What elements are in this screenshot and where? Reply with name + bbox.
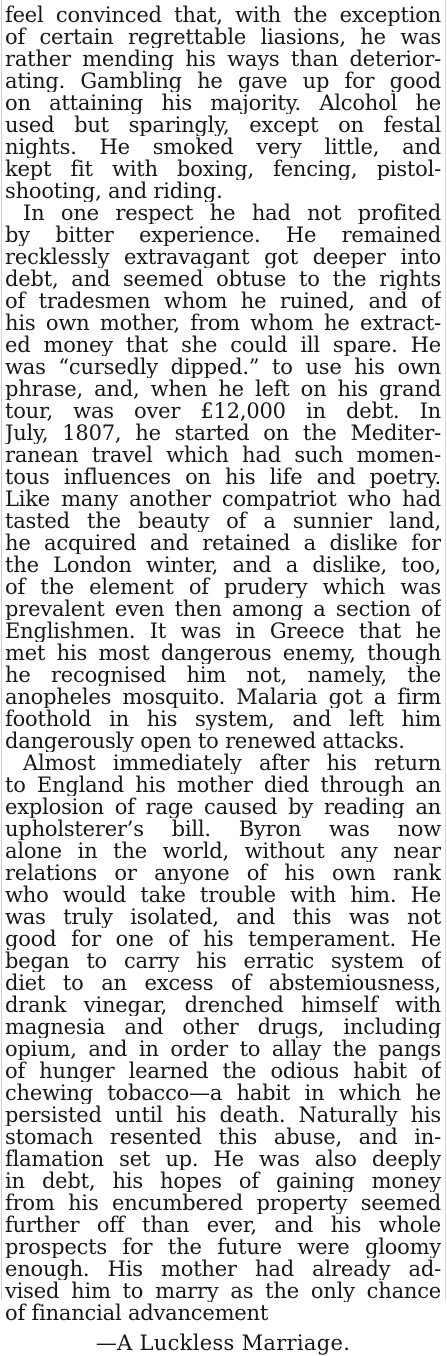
text-line: shooting, and riding.: [5, 180, 223, 202]
text-line: ating. Gambling he gave up for good: [5, 70, 441, 92]
text-line: his own mother, from whom he extract-: [5, 312, 441, 334]
text-line: prevalent even then among a section of: [5, 598, 441, 620]
text-line: who would take trouble with him. He: [5, 884, 441, 906]
column-rule-right: [445, 0, 446, 1300]
text-line: nights. He smoked very little, and: [5, 136, 441, 158]
text-line: foothold in his system, and left him: [5, 708, 441, 730]
text-line: the London winter, and a dislike, too,: [5, 554, 441, 576]
text-line: met his most dangerous enemy, though: [5, 642, 441, 664]
text-line: of hunger learned the odious habit of: [5, 1060, 441, 1082]
text-line: July, 1807, he started on the Mediter-: [5, 422, 441, 444]
text-line: explosion of rage caused by reading an: [5, 796, 441, 818]
text-line: of tradesmen whom he ruined, and of: [5, 290, 441, 312]
text-line: anopheles mosquito. Malaria got a firm: [5, 686, 441, 708]
text-line: relations or anyone of his own rank: [5, 862, 441, 884]
article-body: [5, 4, 441, 1324]
text-line: of the element of prudery which was: [5, 576, 441, 598]
text-line: of financial advancement: [5, 1302, 269, 1324]
text-line: Almost immediately after his return: [23, 752, 441, 774]
text-line: on attaining his majority. Alcohol he: [5, 92, 441, 114]
text-line: magnesia and other drugs, including: [5, 1016, 441, 1038]
text-line: began to carry his erratic system of: [5, 950, 441, 972]
text-line: drank vinegar, drenched himself with: [5, 994, 441, 1016]
text-line: in debt, his hopes of gaining money: [5, 1170, 441, 1192]
text-line: of certain regrettable liasions, he was: [5, 26, 441, 48]
text-line: was truly isolated, and this was not: [5, 906, 441, 928]
text-line: Like many another compatriot who had: [5, 488, 441, 510]
text-line: In one respect he had not profited: [23, 202, 441, 224]
text-line: vised him to marry as the only chance: [5, 1280, 441, 1302]
text-line: used but sparingly, except on festal: [5, 114, 441, 136]
text-line: was “cursedly dipped.” to use his own: [5, 356, 441, 378]
text-line: dangerously open to renewed attacks.: [5, 730, 405, 752]
text-line: rather mending his ways than deterior-: [5, 48, 441, 70]
text-line: by bitter experience. He remained: [5, 224, 441, 246]
text-line: tour, was over £12,000 in debt. In: [5, 400, 441, 422]
text-line: prospects for the future were gloomy: [5, 1236, 441, 1258]
text-line: further off than ever, and his whole: [5, 1214, 441, 1236]
text-line: alone in the world, without any near: [5, 840, 441, 862]
text-line: kept fit with boxing, fencing, pistol-: [5, 158, 441, 180]
text-line: ed money that she could ill spare. He: [5, 334, 441, 356]
text-line: opium, and in order to allay the pangs: [5, 1038, 441, 1060]
text-line: to England his mother died through an: [5, 774, 441, 796]
section-subheading: —A Luckless Marriage.: [95, 1331, 351, 1355]
text-line: debt, and seemed obtuse to the rights: [5, 268, 441, 290]
text-line: from his encumbered property seemed: [5, 1192, 441, 1214]
text-line: good for one of his temperament. He: [5, 928, 441, 950]
text-line: enough. His mother had already ad-: [5, 1258, 441, 1280]
text-line: Englishmen. It was in Greece that he: [5, 620, 441, 642]
column-rule-left: [1, 0, 2, 1300]
text-line: upholsterer’s bill. Byron was now: [5, 818, 441, 840]
text-line: persisted until his death. Naturally his: [5, 1104, 441, 1126]
text-line: tous influences on his life and poetry.: [5, 466, 441, 488]
text-line: phrase, and, when he left on his grand: [5, 378, 441, 400]
text-line: he acquired and retained a dislike for: [5, 532, 441, 554]
text-line: flamation set up. He was also deeply: [5, 1148, 441, 1170]
text-line: feel convinced that, with the exception: [5, 4, 441, 26]
text-line: recklessly extravagant got deeper into: [5, 246, 441, 268]
text-line: stomach resented this abuse, and in-: [5, 1126, 441, 1148]
text-line: tasted the beauty of a sunnier land,: [5, 510, 441, 532]
text-line: diet to an excess of abstemiousness,: [5, 972, 441, 994]
text-line: chewing tobacco—a habit in which he: [5, 1082, 441, 1104]
text-line: ranean travel which had such momen-: [5, 444, 441, 466]
text-line: he recognised him not, namely, the: [5, 664, 441, 686]
